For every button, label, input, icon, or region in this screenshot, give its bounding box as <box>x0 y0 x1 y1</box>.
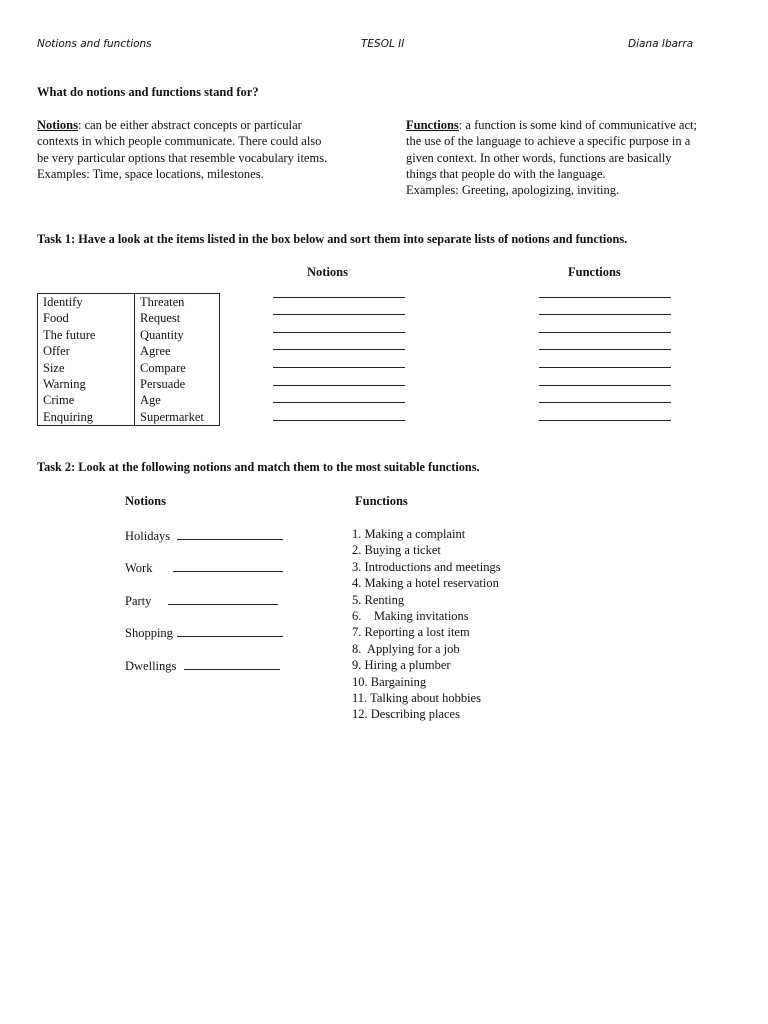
functions-term: Functions <box>406 118 459 132</box>
table-row <box>38 376 220 392</box>
table-row <box>38 343 220 359</box>
table-row <box>38 360 220 376</box>
list-item: 9. Hiring a plumber <box>352 658 451 673</box>
notions-term: Notions <box>37 118 78 132</box>
notion-label: Dwellings <box>125 659 177 673</box>
functions-answer-blank[interactable] <box>539 280 671 298</box>
notion-match-blank[interactable] <box>168 592 278 605</box>
functions-answer-blank[interactable] <box>539 403 671 421</box>
box-item: Food <box>38 310 135 326</box>
list-item: 1. Making a complaint <box>352 527 466 541</box>
box-item: Offer <box>38 343 135 359</box>
box-item: Threaten <box>135 294 220 311</box>
notions-answer-blank[interactable] <box>273 280 405 298</box>
task1-items-box <box>37 293 220 426</box>
task2-functions-header: Functions <box>355 494 408 508</box>
list-item: 12. Describing places <box>352 707 460 722</box>
notion-match-row <box>125 527 283 544</box>
functions-def-line: things that people do with the language. <box>406 166 606 181</box>
table-row <box>38 310 220 326</box>
box-item: Quantity <box>135 327 220 343</box>
notion-match-row <box>125 592 278 609</box>
notions-answer-blank[interactable] <box>273 315 405 333</box>
notion-label: Shopping <box>125 626 173 640</box>
box-item: Supermarket <box>135 409 220 426</box>
box-item: Enquiring <box>38 409 135 426</box>
task1-functions-header: Functions <box>568 265 621 279</box>
notions-answer-blank[interactable] <box>273 403 405 421</box>
box-item: Crime <box>38 392 135 408</box>
notions-answer-blank[interactable] <box>273 368 405 386</box>
header-right: Diana Ibarra <box>628 38 694 50</box>
functions-answer-blank[interactable] <box>539 298 671 316</box>
box-item: Age <box>135 392 220 408</box>
notion-match-blank[interactable] <box>177 527 283 540</box>
list-item: 5. Renting <box>352 592 405 607</box>
notions-answer-blank[interactable] <box>273 350 405 368</box>
list-item: 11. Talking about hobbies <box>352 690 481 705</box>
box-item: Compare <box>135 360 220 376</box>
notion-match-row <box>125 559 283 576</box>
notion-label: Holidays <box>125 529 171 543</box>
task2-title: Task 2: Look at the following notions and match them to the most suitable functions. <box>37 460 480 474</box>
notions-def-line: contexts in which people communicate. There could also <box>37 134 322 149</box>
notions-answer-blank[interactable] <box>273 386 405 404</box>
functions-definition <box>406 117 697 198</box>
table-row <box>38 392 220 408</box>
functions-answer-blank[interactable] <box>539 386 671 404</box>
notions-answer-blank[interactable] <box>273 298 405 316</box>
notion-label: Work <box>125 561 153 575</box>
intro-heading: What do notions and functions stand for? <box>37 85 259 99</box>
functions-answer-blank[interactable] <box>539 350 671 368</box>
functions-def-line: given context. In other words, functions are basically <box>406 150 672 165</box>
notion-match-row <box>125 624 283 641</box>
box-item: The future <box>38 327 135 343</box>
box-item: Persuade <box>135 376 220 392</box>
list-item: 10. Bargaining <box>352 674 427 689</box>
list-item: 3. Introductions and meetings <box>352 559 501 574</box>
functions-def-line: the use of the language to achieve a specific purpose in a <box>406 134 691 149</box>
functions-answer-blank[interactable] <box>539 315 671 333</box>
task1-notions-header: Notions <box>307 265 348 279</box>
box-item: Identify <box>38 294 135 311</box>
header-center: TESOL II <box>361 38 405 50</box>
notion-match-blank[interactable] <box>177 624 283 637</box>
header-left: Notions and functions <box>37 38 152 50</box>
notion-match-blank[interactable] <box>173 559 283 572</box>
notions-answer-blank[interactable] <box>273 333 405 351</box>
notions-answer-list <box>273 280 405 421</box>
table-row <box>38 294 220 311</box>
functions-def-line: : a function is some kind of communicative act; <box>458 118 697 132</box>
task1-title: Task 1: Have a look at the items listed in the box below and sort them into separate lists of notions and functions. <box>37 232 628 246</box>
functions-answer-list <box>539 280 671 421</box>
notion-match-row <box>125 657 280 674</box>
box-item: Request <box>135 310 220 326</box>
list-item: 6. Making invitations <box>352 608 469 623</box>
notion-label: Party <box>125 594 152 608</box>
functions-def-line: Examples: Greeting, apologizing, inviting. <box>406 183 620 198</box>
list-item: 7. Reporting a lost item <box>352 625 470 640</box>
task2-notions-header: Notions <box>125 494 166 508</box>
task2-functions-list <box>352 526 501 723</box>
functions-answer-blank[interactable] <box>539 333 671 351</box>
list-item: 4. Making a hotel reservation <box>352 576 499 591</box>
notions-def-line: : can be either abstract concepts or particular <box>77 118 302 132</box>
list-item: 8. Applying for a job <box>352 641 460 656</box>
notions-def-line: be very particular options that resemble vocabulary items. <box>37 150 328 165</box>
notions-def-line: Examples: Time, space locations, milestones. <box>37 166 264 181</box>
notion-match-blank[interactable] <box>184 657 280 670</box>
table-row <box>38 409 220 426</box>
box-item: Size <box>38 360 135 376</box>
table-row <box>38 327 220 343</box>
box-item: Warning <box>38 376 135 392</box>
functions-answer-blank[interactable] <box>539 368 671 386</box>
list-item: 2. Buying a ticket <box>352 543 441 558</box>
notions-definition <box>37 117 327 182</box>
box-item: Agree <box>135 343 220 359</box>
